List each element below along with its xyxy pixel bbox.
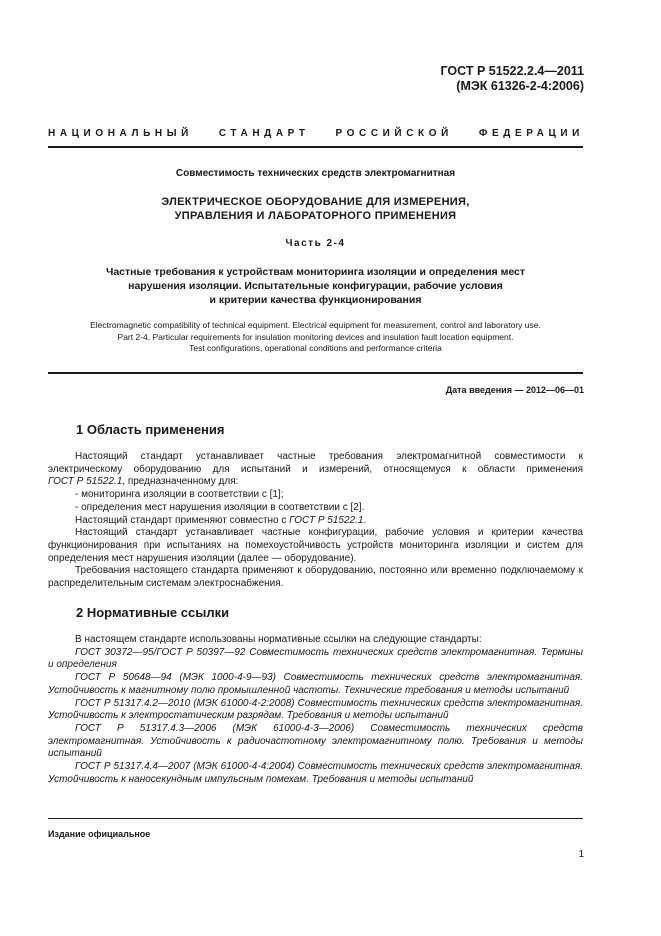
text: Настоящий стандарт применяют совместно с xyxy=(75,514,290,526)
part-label: Часть 2-4 xyxy=(285,238,346,249)
banner-word: НАЦИОНАЛЬНЫЙ xyxy=(48,128,193,139)
part-title xyxy=(48,265,583,307)
paragraph: В настоящем стандарте использованы нормативные ссылки на следующие стандарты: xyxy=(75,634,482,645)
document-title xyxy=(48,195,583,223)
text: , предназначенному для: xyxy=(122,476,239,488)
normative-reference: ГОСТ Р 51317.4.3—2006 (МЭК 61000-4-3—2006) Совместимость технических средств электромагнитная. Устойчивость к радиочастотному электромагнитному полю. Требования и методы испытаний xyxy=(48,722,583,760)
page-number: 1 xyxy=(578,849,584,860)
part-title-line: Частные требования к устройствам мониторинга изоляции и определения мест xyxy=(105,266,526,278)
national-standard-banner xyxy=(48,128,584,140)
banner-word: РОССИЙСКОЙ xyxy=(335,128,453,139)
reference: ГОСТ Р 51522.1 xyxy=(289,514,364,526)
document-subtitle: Совместимость технических средств электромагнитная xyxy=(175,168,456,179)
banner-rule xyxy=(48,146,583,148)
part-title-line: нарушения изоляции. Испытательные конфигурации, рабочие условия xyxy=(128,280,503,292)
standard-code-line2: (МЭК 61326-2-4:2006) xyxy=(456,79,584,93)
section-2-body xyxy=(48,634,583,786)
paragraph: Требования настоящего стандарта применяют к оборудованию, постоянно или временно подключаемому к распределительным системам электроснабжения. xyxy=(48,565,583,590)
effective-date: Дата введения — 2012—06—01 xyxy=(445,385,584,395)
english-title-line: Part 2-4. Particular requirements for insulation monitoring devices and insulation fault location equipment. xyxy=(117,331,514,342)
normative-reference: ГОСТ Р 51317.4.4—2007 (МЭК 61000-4-4:2004) Совместимость технических средств электромагнитная. Устойчивость к наносекундным импульсным помехам. Требования и методы испытаний xyxy=(48,761,583,785)
text: . xyxy=(363,514,367,526)
section-1-body xyxy=(48,451,583,591)
banner-word: СТАНДАРТ xyxy=(218,128,310,139)
reference: ГОСТ Р 51522.1 xyxy=(48,476,123,488)
title-line: УПРАВЛЕНИЯ И ЛАБОРАТОРНОГО ПРИМЕНЕНИЯ xyxy=(174,210,457,222)
title-line: ЭЛЕКТРИЧЕСКОЕ ОБОРУДОВАНИЕ ДЛЯ ИЗМЕРЕНИЯ, xyxy=(161,196,470,208)
english-title-line: Test configurations, operational conditions and performance criteria xyxy=(189,343,442,353)
normative-reference: ГОСТ Р 50648—94 (МЭК 1000-4-9—93) Совместимость технических средств электромагнитная. Устойчивость к магнитному полю промышленной частоты. Технические требования и методы испытаний xyxy=(48,672,583,696)
official-edition-note: Издание официальное xyxy=(48,829,151,839)
paragraph xyxy=(48,515,583,528)
standard-code-line1: ГОСТ Р 51522.2.4—2011 xyxy=(440,64,584,78)
footer-rule xyxy=(48,818,583,819)
normative-reference: ГОСТ Р 51317.4.2—2010 (МЭК 61000-4-2:2008) Совместимость технических средств электромагнитная. Устойчивость к электростатическим разрядам. Требования и методы испытаний xyxy=(48,697,583,722)
title-block-rule xyxy=(48,372,583,374)
section-2-heading: 2 Нормативные ссылки xyxy=(76,605,230,620)
english-title xyxy=(20,320,611,355)
list-item: - определения мест нарушения изоляции в соответствии с [2]. xyxy=(75,501,365,513)
list-item: - мониторинга изоляции в соответствии с [1]; xyxy=(75,489,284,501)
english-title-line: Electromagnetic compatibility of technical equipment. Electrical equipment for measurement, control and laboratory use. xyxy=(90,320,541,330)
paragraph: электрическому оборудованию для испытаний и измерений, относящемуся к области применения xyxy=(48,463,583,475)
paragraph xyxy=(48,476,583,489)
section-1-heading: 1 Область применения xyxy=(76,422,225,437)
part-title-line: и критерии качества функционирования xyxy=(209,294,422,306)
normative-reference: ГОСТ 30372—95/ГОСТ Р 50397—92 Совместимость технических средств электромагнитная. Термины и определения xyxy=(48,646,583,671)
paragraph: Настоящий стандарт устанавливает частные конфигурации, рабочие условия и критерии качества функционирования при испытаниях на помехоустойчивость устройств мониторинга изоляции и систем для определения мест нарушения изоляции (далее — оборудование). xyxy=(48,527,583,564)
paragraph: Настоящий стандарт устанавливает частные требования электромагнитной совместимости к xyxy=(75,451,583,462)
standard-code xyxy=(440,64,584,94)
banner-word: ФЕДЕРАЦИИ xyxy=(478,128,584,139)
